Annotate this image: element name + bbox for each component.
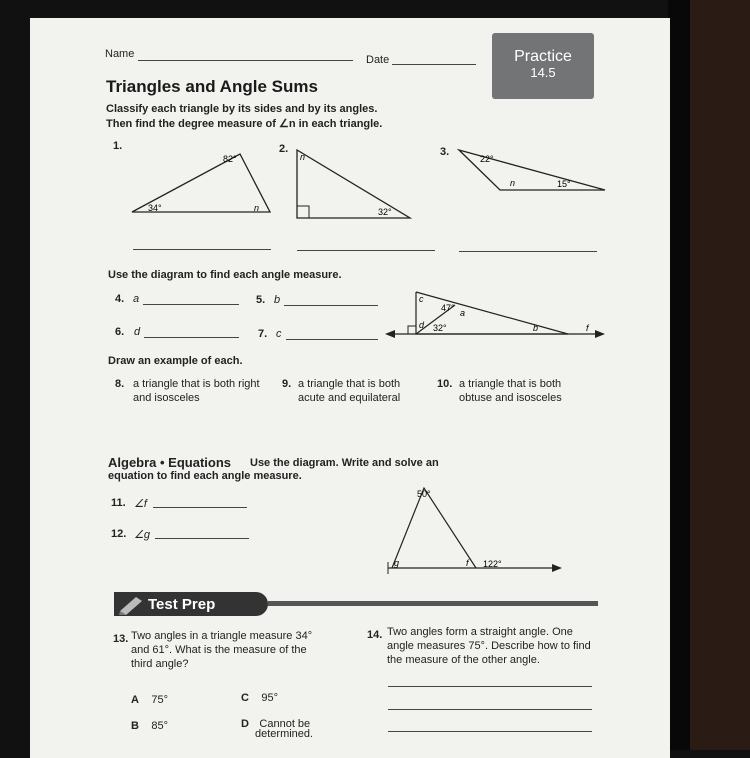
choice-b[interactable] — [131, 716, 168, 734]
q5-var: b — [274, 294, 281, 306]
q14-answer-line-3[interactable] — [388, 731, 592, 732]
page-title: Triangles and Angle Sums — [106, 77, 318, 96]
q6-number: 6. — [115, 326, 125, 338]
t1-left-label: 34° — [148, 203, 162, 213]
diagram-a-label: a — [460, 308, 466, 318]
q7-number: 7. — [258, 328, 268, 340]
t1-top-label: 82° — [223, 154, 237, 164]
q3-number: 3. — [440, 146, 450, 158]
draw-heading: Draw an example of each. — [108, 355, 243, 367]
q14-line3: the measure of the other angle. — [387, 654, 540, 666]
diagram-c-label: c — [419, 294, 424, 304]
q9-line1: a triangle that is both — [298, 378, 401, 390]
choice-b-letter: B — [131, 720, 139, 732]
t2-n-label: n — [300, 152, 306, 162]
choice-a-text: 75° — [151, 694, 169, 706]
q13-line2: and 61°. What is the measure of the — [131, 644, 307, 656]
q12-number: 12. — [111, 528, 127, 540]
diagram-heading: Use the diagram to find each angle measure. — [108, 269, 342, 281]
choice-d-text: Cannot be — [259, 718, 311, 730]
q13-number: 13. — [113, 633, 129, 645]
q10-line1: a triangle that is both — [459, 378, 562, 390]
choice-c-letter: C — [241, 692, 249, 704]
choice-b-text: 85° — [151, 720, 169, 732]
name-label: Name — [105, 48, 135, 60]
q14-answer-line-2[interactable] — [388, 709, 592, 710]
practice-number: 14.5 — [530, 65, 556, 80]
instructions-line1: Classify each triangle by its sides and by its angles. — [106, 103, 378, 115]
diagram-47-label: 47° — [441, 303, 455, 313]
q12-label: ∠g — [134, 529, 150, 541]
algebra-right-arrow — [552, 564, 562, 572]
algebra-instruction-line1: Use the diagram. Write and solve an — [250, 457, 439, 469]
q4-var: a — [133, 293, 140, 305]
algebra-instruction-line2: equation to find each angle measure. — [108, 470, 302, 482]
date-label: Date — [366, 54, 390, 66]
pencil-icon — [118, 595, 146, 615]
q14-answer-line-1[interactable] — [388, 686, 592, 687]
test-prep-rule — [268, 601, 598, 606]
q6-var: d — [134, 326, 141, 338]
diagram-f-label: f — [586, 323, 589, 333]
q9-number: 9. — [282, 378, 292, 390]
q8-number: 8. — [115, 378, 125, 390]
q14-line2: angle measures 75°. Describe how to find — [387, 640, 591, 652]
algebra-heading: Algebra • Equations — [108, 455, 232, 470]
q13-line3: third angle? — [131, 658, 189, 670]
choice-a[interactable] — [131, 690, 168, 708]
q11-number: 11. — [111, 497, 126, 509]
choice-a-letter: A — [131, 694, 139, 706]
q1-number: 1. — [113, 140, 123, 152]
q8-line2: and isosceles — [133, 392, 200, 404]
t1-n-label: n — [254, 203, 260, 213]
algebra-50-label: 50° — [417, 489, 431, 499]
choice-d-letter: D — [241, 718, 249, 730]
diagram-32-label: 32° — [433, 323, 447, 333]
t3-right-label: 15° — [557, 179, 571, 189]
practice-label: Practice — [514, 48, 572, 65]
q9-line2: acute and equilateral — [298, 392, 401, 404]
test-prep-label: Test Prep — [148, 596, 216, 613]
choice-d-text2: determined. — [255, 728, 314, 740]
q4-number: 4. — [115, 293, 125, 305]
q5-number: 5. — [256, 294, 266, 306]
choice-c[interactable] — [241, 688, 278, 706]
q13-line1: Two angles in a triangle measure 34° — [131, 630, 313, 642]
choice-c-text: 95° — [261, 692, 279, 704]
algebra-triangle — [392, 488, 476, 568]
algebra-f-label: f — [466, 558, 469, 568]
t2-bottom-label: 32° — [378, 207, 392, 217]
instructions-line2: Then find the degree measure of ∠n in each triangle. — [106, 118, 383, 130]
q14-number: 14. — [367, 629, 383, 641]
t3-top-label: 22° — [480, 154, 494, 164]
algebra-122-label: 122° — [483, 559, 502, 569]
q8-line1: a triangle that is both right — [133, 378, 260, 390]
q11-label: ∠f — [134, 498, 147, 510]
q10-line2: obtuse and isosceles — [459, 392, 562, 404]
t3-n-label: n — [510, 178, 516, 188]
q7-var: c — [276, 328, 282, 340]
q2-number: 2. — [279, 143, 289, 155]
q14-line1: Two angles form a straight angle. One — [387, 626, 573, 638]
diagram-b-label: b — [533, 323, 539, 333]
q10-number: 10. — [437, 378, 453, 390]
algebra-g-label: g — [394, 558, 400, 568]
diagram-d-label: d — [419, 320, 425, 330]
